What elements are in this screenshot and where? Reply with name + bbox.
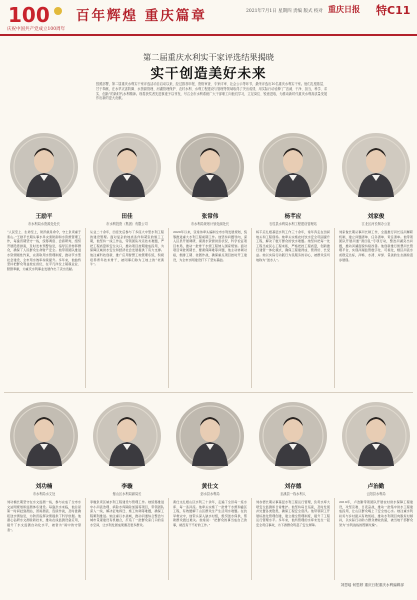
banner-title: 百年辉煌 重庆篇章: [76, 8, 207, 24]
portrait-photo: [253, 396, 333, 476]
headline: 实干创造美好未来: [150, 66, 267, 82]
profile-name: 李璇: [121, 484, 133, 490]
profile-body: 李璇负责区域水利工程建设与管理工作。她统筹推进中小河流治理、病险水库除险加固等项目，带领团队深入一线，解决征地拆迁、施工协调等难题，确保工程顺利推进。她注重以水美城，推动河道综合整治与城市景观建设有机融合，打造了一批群众家门口的亲水空间，让水利发展成果惠及更多群众。: [90, 500, 164, 527]
profile-title: 巫溪县一线水利人: [280, 492, 306, 496]
profile-body: 2020年以来，张常伟牵头编制全市水利发展规划，统筹推进重大水利工程前期工作。他坚持问题导向，深入区县开展调研，摸清水资源供需状况，科学论证项目布局，推动一批骨干水源工程纳入国家规划。面对项目审批周期长、要素保障难等问题，他主动协调对接，倒排工期、挂图作战，确保重点项目按时开工建设，为全市水网建设打下了坚实基础。: [173, 230, 247, 262]
profile-body: 刘家俊长期从事河长制工作，全面推行河长巡河履职机制，建立问题清单、任务清单、责任清单。他带领团队开展河道“清四乱”专项行动，整治河湖突出问题，推动河湖面貌持续改善。他创新推行智慧河长管理平台，实现河湖监管数字化、可视化，辖区河流水质稳定达标，河畅、水清、岸绿、景美的生态画卷逐步展现。: [339, 230, 413, 262]
profile-name: 刘功楠: [35, 484, 53, 490]
credit: 刘思瑶 何思婷 重庆日报重庆水利编辑部: [340, 583, 404, 587]
subheadline: 第二届重庆水利实干家评选结果揭晓: [142, 52, 274, 62]
profile-name: 黄仕文: [201, 484, 219, 490]
profile-name: 张常伟: [201, 214, 219, 220]
column-divider: [168, 228, 169, 388]
profile-body: 刘存德长期从事基层水利工程运行管理，负责水库大坝安全监测和日常维护。他坚持每日巡查，及时发现并处置各类隐患，确保工程安全度汛。他带领职工开展标准化管理创建，建立健全管理制度，提升了工程运行管理水平。多年来，他所管理的水库未发生一起安全责任事故，为下游群众筑起了安全屏障。: [256, 500, 330, 527]
portrait-photo: [336, 396, 416, 476]
column-divider: [85, 498, 86, 580]
paper-name: 重庆日报: [328, 4, 360, 14]
logo-number: 100: [8, 3, 50, 25]
profile-name: 杨芊应: [284, 214, 302, 220]
profile-title: 彭水县水利局: [200, 492, 220, 496]
portrait-photo: [336, 127, 416, 207]
portrait-photo: [4, 396, 84, 476]
profile-name: 王励平: [35, 214, 53, 220]
portrait-photo: [87, 396, 167, 476]
portrait-photo: [170, 127, 250, 207]
portrait-photo: [253, 127, 333, 207]
row-divider: [4, 392, 413, 393]
column-divider: [251, 228, 252, 388]
profile-title: 石柱县水利局水利工程建设管理站: [269, 222, 317, 226]
profile-title: 云阳县水利局: [366, 492, 386, 496]
profile-title: 市水利投资（集团）有限公司: [106, 222, 148, 226]
column-divider: [85, 228, 86, 388]
profile-name: 刘存德: [284, 484, 302, 490]
profile-title: 市水利局水文处: [32, 492, 56, 496]
column-divider: [334, 228, 335, 388]
profile-body: “人民至上、生命至上，防汛就是命令，守土负责重于泰山。”王励平长期从事水旱灾害防御和水资源管理工作，每逢汛期坚守一线，统筹调度、会商研判，组织开展隐患排查，及时发布预警信息，指导区县转移群众，确保了人民群众生命财产安全。他带领团队推进水资源刚性约束，完善取用水管理制度，推动节水型社会建设，全市用水效率持续提升。多年来，他始终坚持把群众利益放在首位，在平凡岗位上兢兢业业、默默奉献，为重庆水利事业发展作出了突出贡献。: [7, 230, 81, 271]
profile-body: 黄仕文扎根山区水利三十余年，走遍了全县每一座水库、每一条河流。他牵头实施了一批骨干水源和灌区工程，有效缓解了山区群众生产生活用水难题。在抗旱救灾中，他带头深入缺水村组，组织送水保供，帮助群众渡过难关。他常说：“把群众的事当成自己的事，就没有干不好的工作。”: [173, 500, 247, 527]
profile-name: 刘家俊: [367, 214, 385, 220]
profile-title: 江北区河长制办公室: [361, 222, 391, 226]
profile-body: 从业二十余年，田佳先后参与了多座大中型水利工程的建设管理。面对复杂的地质条件和紧张的施工工期，他坚持一线工作法，带领团队攻克技术难题，严把工程质量和安全关口，推动项目按期建成投用，为保障区域供水安全和经济社会发展提供了有力支撑。他注重科技创新，推广应用智慧工地管理系统，积极培养青年技术骨干，被同事们称为工地上的“老黄牛”。: [90, 230, 164, 267]
intro-paragraph: 按照部署，第二届重庆水利实干家评选活动自启动以来，经过推荐申报、资格审查、专家评审、社会公示等环节，最终评选出10名重庆水利实干家。他们扎根基层、甘于奉献，在水旱灾害防御、水资源管理、河湖管理保护、农村水利、水利工程建设与管理等领域取得了突出成绩，用实际行动诠释了“忠诚、干净、担当，科学、求实、创新”的新时代水利精神。现将获奖者先进事迹予以刊发，号召全市水利系统广大干部职工向他们学习，立足岗位、锐意进取，为推动新时代重庆水利高质量发展作出新的更大贡献。: [96, 82, 328, 101]
profile-body: 刘功楠长期坚守在水文监测一线，参与完成了全市水文站网规划和监测体系建设。每逢洪水来临，他总是第一时间赶到测站，冒雨测流、连续作战，及时准确报送水情信息，为防汛指挥决策提供了科学依据。他潜心钻研水文测验新技术，推动在线监测设备应用，提升了水文监测自动化水平，被誉为“雨中的守望者”。: [7, 500, 81, 532]
masthead-rule: [0, 34, 417, 36]
profile-title: 市水利局规划计划处副处长: [190, 222, 230, 226]
portrait-photo: [4, 127, 84, 207]
column-divider: [251, 498, 252, 580]
page-number: 特C11: [376, 4, 411, 17]
masthead: [0, 0, 417, 34]
column-divider: [334, 498, 335, 580]
centenary-logo-icon: [6, 3, 72, 25]
portrait-photo: [87, 127, 167, 207]
profile-title: 璧山区水利局副局长: [112, 492, 142, 496]
profile-name: 田佳: [121, 214, 133, 220]
profile-title: 市水利局水资源处处长: [28, 222, 60, 226]
portrait-photo: [170, 396, 250, 476]
profile-body: 2019年，卢治勤带领团队开展农村供水保障工程建设，攻坚克难、日夜奋战，推动一批集中供水工程建成投用，让山区群众喝上了安全放心水。她注重水利扶贫与乡村振兴有效衔接，推动水利项目向脱贫村倾斜，以实际行动助力群众增收致富，被当地干部群众誉为“水利战线的铿锵玫瑰”。: [339, 500, 413, 527]
profile-name: 卢治勤: [367, 484, 385, 490]
column-divider: [168, 498, 169, 580]
banner-subtitle: 庆祝中国共产党成立100周年: [7, 27, 66, 32]
profile-body: 杨芊应扎根基层水利工作三十余年，常年奔走在田间地头和工程现场。她牵头实施农村饮水安全巩固提升工程，解决了数万群众的饮水难题。她坚持把每一处工程当成民心工程来抓，严格把控工程质量，创新推行建管一体化模式，确保工程建得成、管得好、长受益。她以实际行动践行为民服务的初心，被群众亲切地称为“送水人”。: [256, 230, 330, 262]
dateline: 2021年7月1日 星期四 责编 版式 校对: [246, 9, 323, 14]
